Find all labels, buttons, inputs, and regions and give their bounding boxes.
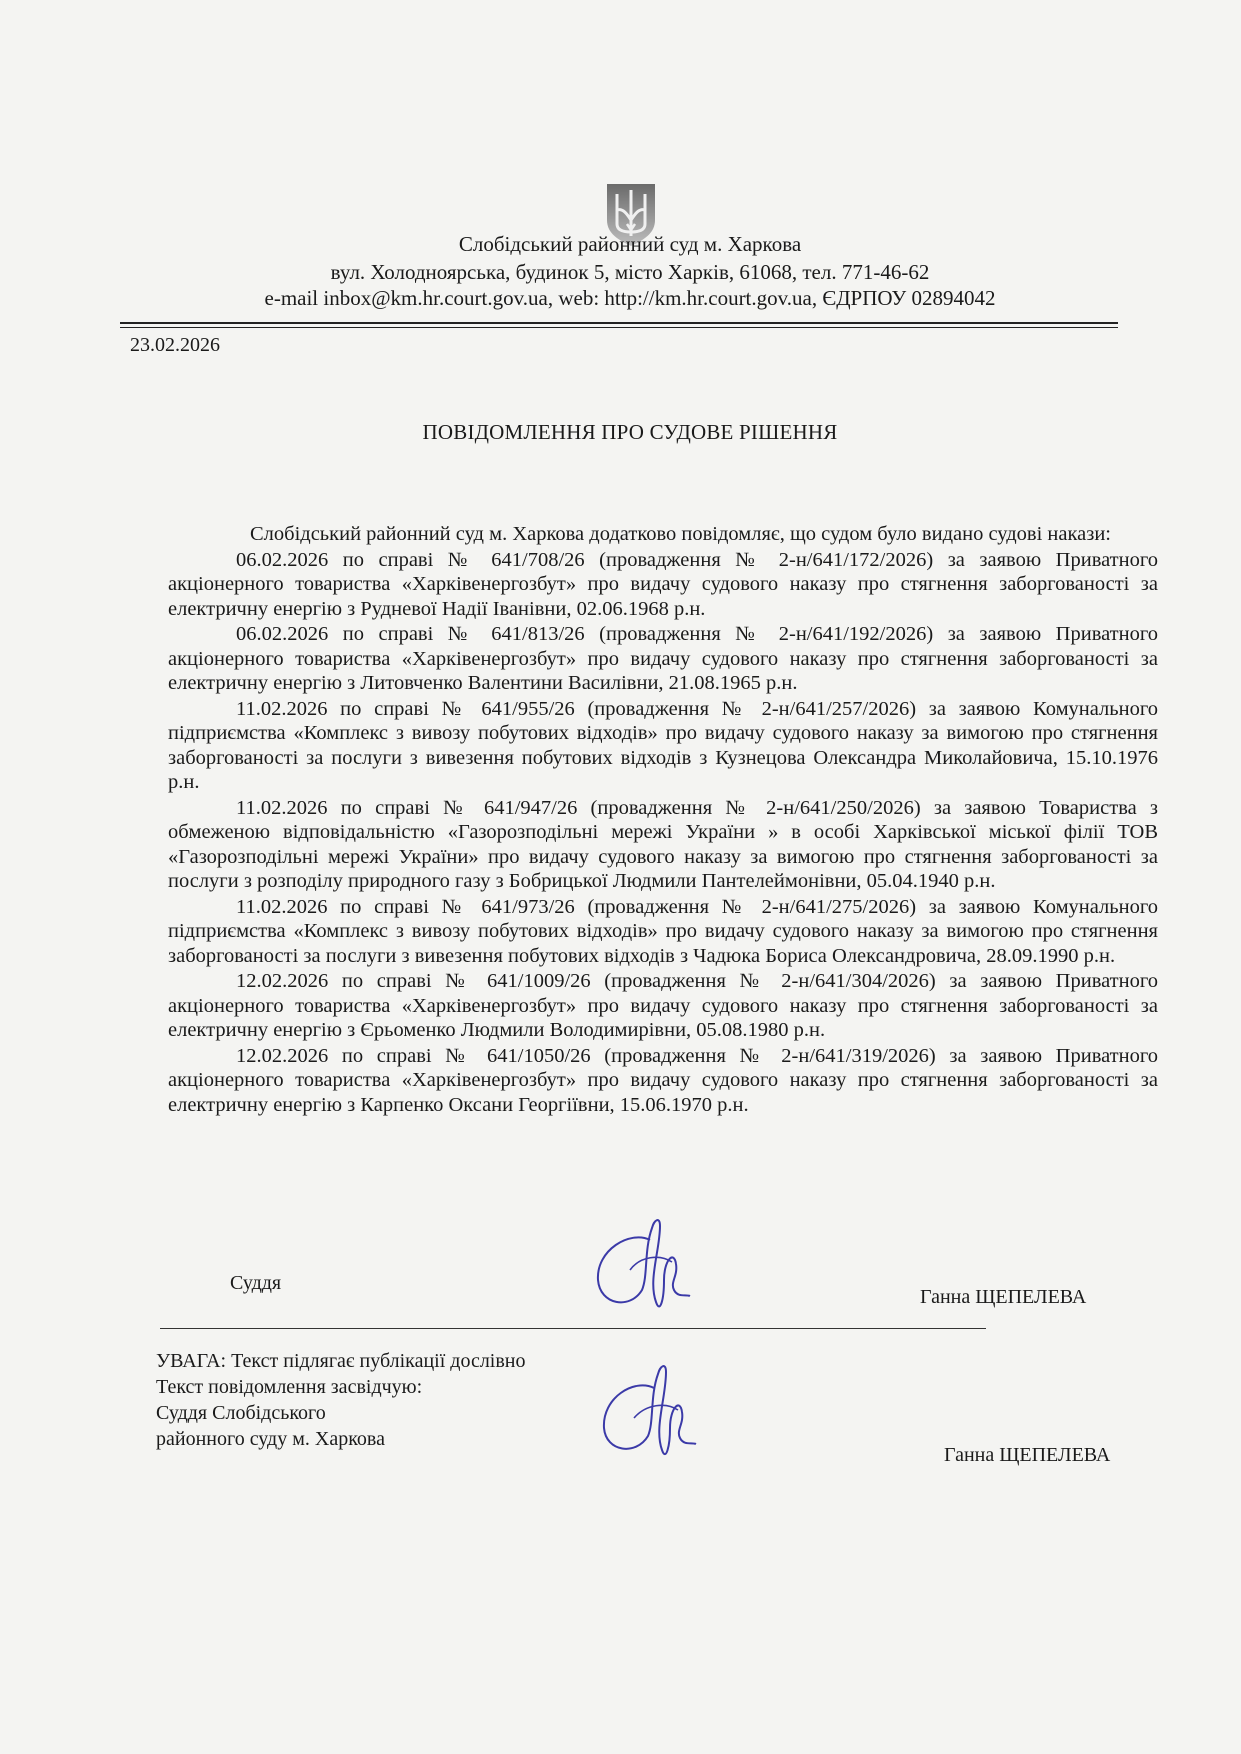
order-paragraph: 11.02.2026 по справі № 641/973/26 (провадження № 2-н/641/275/2026) за заявою Комунального підприємства «Комплекс з вивозу побутових відходів» про видачу судового наказу за вимогою про стягнення заборгованості за послуги з вивезення побутових відходів з Чадюка Бориса Олександровича, 28.09.1990 р.н. [168, 895, 1158, 967]
intro-paragraph: Слобідський районний суд м. Харкова додатково повідомляє, що судом було видано судові накази: [250, 523, 1111, 545]
order-paragraph: 11.02.2026 по справі № 641/955/26 (провадження № 2-н/641/257/2026) за заявою Комунального підприємства «Комплекс з вивозу побутових відходів» про видачу судового наказу за вимогою про стягнення заборгованості за послуги з вивезення побутових відходів з Кузнецова Олександра Миколайовича, 15.10.1976 р.н. [168, 697, 1158, 793]
handwritten-signature-2 [596, 1356, 716, 1466]
certifier-name: Ганна ЩЕПЕЛЕВА [944, 1444, 1111, 1466]
signature-role: Суддя [230, 1272, 282, 1294]
court-name: Слобідський районний суд м. Харкова [458, 232, 802, 256]
order-paragraph: 06.02.2026 по справі № 641/813/26 (провадження № 2-н/641/192/2026) за заявою Приватного акціонерного товариства «Харківенергозбут» про видачу судового наказу про стягнення заборгованості за електричну енергію з Литовченко Валентини Василівни, 21.08.1965 р.н. [168, 623, 1158, 694]
certification-notice [156, 1348, 526, 1452]
document-date: 23.02.2026 [130, 334, 220, 356]
signature-divider [160, 1328, 986, 1329]
certifier-role-line2: районного суду м. Харкова [156, 1428, 385, 1450]
court-contacts: e-mail inbox@km.hr.court.gov.ua, web: http://km.hr.court.gov.ua, ЄДРПОУ 02894042 [264, 286, 996, 310]
order-paragraph: 06.02.2026 по справі № 641/708/26 (провадження № 2-н/641/172/2026) за заявою Приватного акціонерного товариства «Харківенергозбут» про видачу судового наказу про стягнення заборгованості за електричну енергію з Рудневої Надії Іванівни, 02.06.1968 р.н. [168, 548, 1158, 620]
order-paragraph: 11.02.2026 по справі № 641/947/26 (провадження № 2-н/641/250/2026) за заявою Товариства з обмеженою відповідальністю «Газорозподільні мережі України » в особі Харківської міської філії ТОВ «Газорозподільні мережі України» про видачу судового наказу за вимогою про стягнення заборгованості за послуги з розподілу природного газу з Бобрицької Людмили Пантелеймонівни, 05.04.1940 р.н. [168, 796, 1158, 892]
publication-warning: УВАГА: Текст підлягає публікації дослівно [156, 1350, 526, 1372]
order-paragraph: 12.02.2026 по справі № 641/1009/26 (провадження № 2-н/641/304/2026) за заявою Приватного акціонерного товариства «Харківенергозбут» про видачу судового наказу про стягнення заборгованості за електричну енергію з Єрьоменко Людмили Володимирівни, 05.08.1980 р.н. [168, 970, 1158, 1041]
certifier-role-line1: Суддя Слобідського [156, 1402, 326, 1424]
document-body [168, 522, 1158, 1118]
header-rule-thin [120, 327, 1118, 328]
court-address: вул. Холодноярська, будинок 5, місто Харків, 61068, тел. 771-46-62 [330, 260, 930, 284]
certify-text: Текст повідомлення засвідчую: [156, 1376, 423, 1398]
order-paragraph: 12.02.2026 по справі № 641/1050/26 (провадження № 2-н/641/319/2026) за заявою Приватного акціонерного товариства «Харківенергозбут» про видачу судового наказу про стягнення заборгованості за електричну енергію з Карпенко Оксани Георгіївни, 15.06.1970 р.н. [168, 1044, 1158, 1116]
document-title: ПОВІДОМЛЕННЯ ПРО СУДОВЕ РІШЕННЯ [422, 420, 838, 444]
handwritten-signature-1 [590, 1210, 710, 1320]
judge-name: Ганна ЩЕПЕЛЕВА [920, 1286, 1087, 1308]
header-rule-thick [120, 322, 1118, 324]
